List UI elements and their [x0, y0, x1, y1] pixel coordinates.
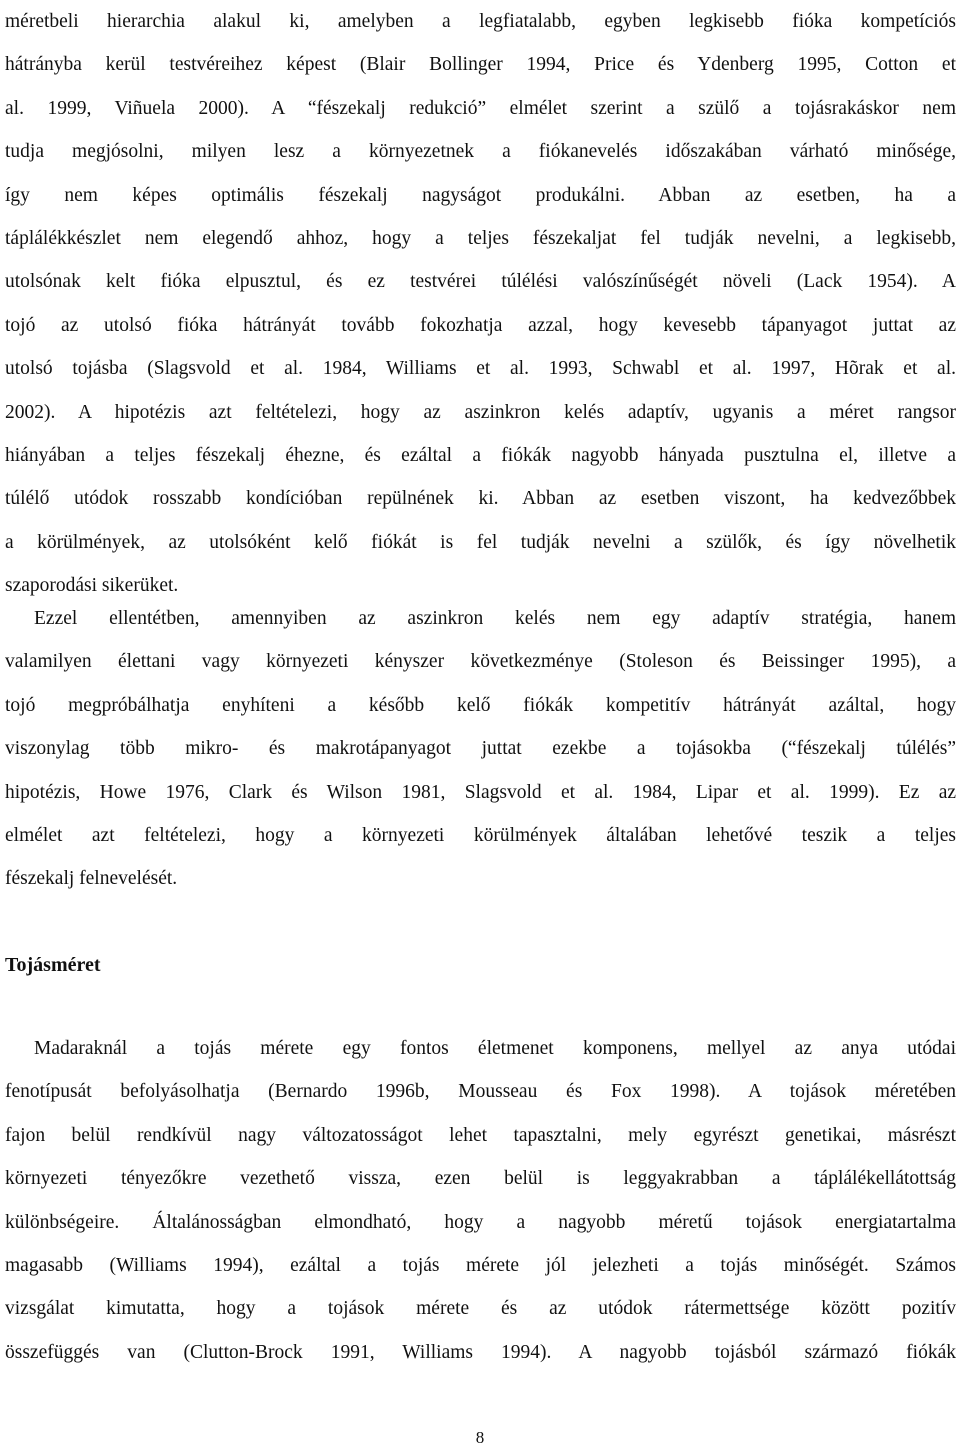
text-line: környezeti tényezőkre vezethető vissza, ezen belül is leggyakrabban a táplálékellátottság: [5, 1168, 956, 1190]
text-line: fajon belül rendkívül nagy változatosságot lehet tapasztalni, mely egyrészt genetikai, másrészt: [5, 1124, 956, 1146]
text-line: utolsónak kelt fióka elpusztul, és ez testvérei túlélési valószínűségét növeli (Lack 1954). A: [5, 271, 956, 293]
text-line: utolsó tojásba (Slagsvold et al. 1984, Williams et al. 1993, Schwabl et al. 1997, Hõrak et al.: [5, 358, 956, 380]
text-line: tojó az utolsó fióka hátrányát tovább fokozhatja azzal, hogy kevesebb tápanyagot juttat az: [5, 314, 956, 336]
text-line: vizsgálat kimutatta, hogy a tojások mérete és az utódok rátermettsége között pozitív: [5, 1298, 956, 1320]
paragraph-brood-survival: [5, 597, 956, 901]
text-line: 2002). A hipotézis azt feltételezi, hogy az aszinkron kelés adaptív, ugyanis a méret rangsor: [5, 401, 956, 423]
text-line: a körülmények, az utolsóként kelő fiókát is fel tudják nevelni a szülők, és így növelhetik: [5, 531, 956, 553]
text-line: tudja megjósolni, milyen lesz a környezetnek a fiókanevelés időszakában várható minősége,: [5, 141, 956, 163]
text-line: elmélet azt feltételezi, hogy a környezeti körülmények általában lehetővé teszik a teljes: [5, 824, 956, 846]
paragraph-egg-size: [5, 1027, 956, 1374]
text-line: így nem képes optimális fészekalj nagyságot produkálni. Abban az esetben, ha a: [5, 184, 956, 206]
text-line: Madaraknál a tojás mérete egy fontos életmenet komponens, mellyel az anya utódai: [34, 1038, 956, 1059]
text-line: összefüggés van (Clutton-Brock 1991, Williams 1994). A nagyobb tojásból származó fiókák: [5, 1341, 956, 1363]
text-line: táplálékkészlet nem elegendő ahhoz, hogy a teljes fészekaljat fel tudják nevelni, a legkisebb,: [5, 227, 956, 249]
text-line: valamilyen élettani vagy környezeti kényszer következménye (Stoleson és Beissinger 1995), a: [5, 651, 956, 673]
text-line: viszonylag több mikro- és makrotápanyagot juttat ezekbe a tojásokba (“fészekalj túlélés”: [5, 738, 956, 760]
text-line: szaporodási sikerüket.: [5, 575, 179, 597]
text-line: fészekalj felnevelését.: [5, 868, 178, 890]
page-number: 8: [475, 1428, 485, 1447]
text-line: túlélő utódok rosszabb kondícióban repülnének ki. Abban az esetben viszont, ha kedvezőbbek: [5, 488, 956, 510]
paragraph-hatching-asynchrony: [5, 0, 956, 607]
section-heading: Tojásméret: [5, 954, 101, 976]
document-page: [5, 0, 956, 1450]
text-line: Ezzel ellentétben, amennyiben az aszinkron kelés nem egy adaptív stratégia, hanem: [34, 608, 956, 629]
text-line: magasabb (Williams 1994), ezáltal a tojás mérete jól jelezheti a tojás minőségét. Számos: [5, 1254, 956, 1276]
text-line: különbségeire. Általánosságban elmondható, hogy a nagyobb méretű tojások energiatartalma: [5, 1211, 956, 1233]
text-line: fenotípusát befolyásolhatja (Bernardo 1996b, Mousseau és Fox 1998). A tojások méretében: [5, 1081, 956, 1103]
text-line: hátrányba kerül testvéreihez képest (Blair Bollinger 1994, Price és Ydenberg 1995, Cotton et: [5, 54, 956, 76]
text-line: hiányában a teljes fészekalj éhezne, és ezáltal a fiókák nagyobb hányada pusztulna el, illetve a: [5, 444, 956, 466]
text-line: al. 1999, Viñuela 2000). A “fészekalj redukció” elmélet szerint a szülő a tojásrakáskor nem: [5, 97, 956, 119]
text-line: hipotézis, Howe 1976, Clark és Wilson 1981, Slagsvold et al. 1984, Lipar et al. 1999). Ez az: [5, 781, 956, 803]
text-line: méretbeli hierarchia alakul ki, amelyben a legfiatalabb, egyben legkisebb fióka kompetíciós: [5, 11, 956, 32]
text-line: tojó megpróbálhatja enyhíteni a később kelő fiókák kompetitív hátrányát azáltal, hogy: [5, 694, 956, 716]
